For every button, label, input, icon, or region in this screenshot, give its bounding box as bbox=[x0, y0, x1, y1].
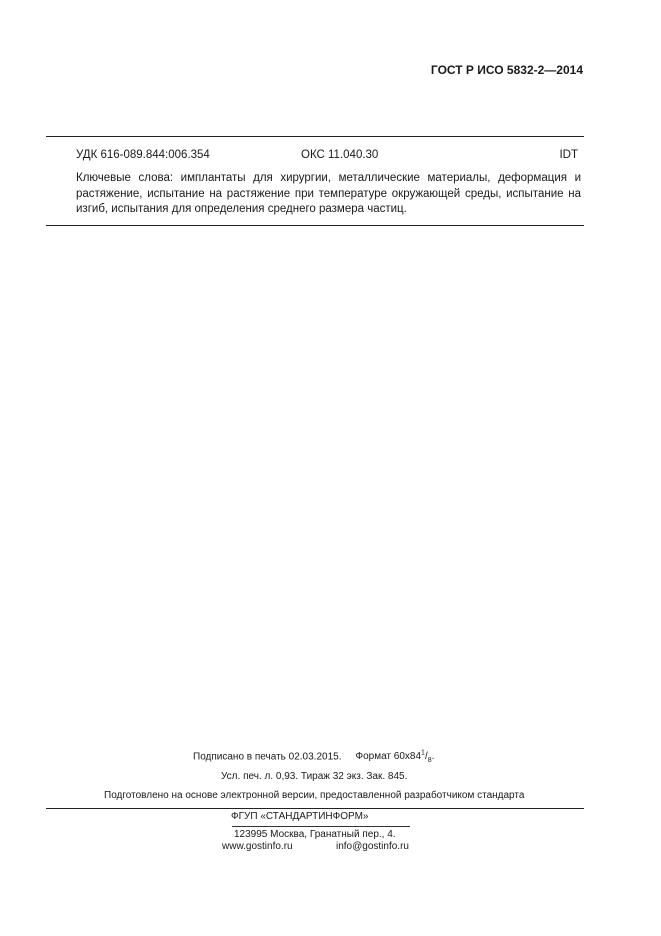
signed-date: Подписано в печать 02.03.2015. bbox=[193, 751, 342, 763]
oks-code: ОКС 11.040.30 bbox=[301, 149, 379, 161]
imprint-divider bbox=[46, 808, 584, 809]
publisher-address: 123995 Москва, Гранатный пер., 4. bbox=[234, 829, 396, 840]
degree-of-correspondence: IDT bbox=[559, 149, 578, 161]
paper-format: Формат $60х84^1/_8$. bbox=[355, 750, 435, 765]
classification-row bbox=[76, 149, 578, 161]
publisher-email: info@gostinfo.ru bbox=[336, 841, 409, 852]
print-run-line: Усл. печ. л. 0,93. Тираж 32 экз. Зак. 845. bbox=[221, 771, 408, 782]
publisher-name: ФГУП «СТАНДАРТИНФОРМ» bbox=[231, 811, 369, 822]
middle-divider bbox=[46, 225, 584, 226]
signed-line bbox=[193, 750, 434, 764]
publisher-website: www.gostinfo.ru bbox=[222, 841, 293, 852]
publisher-underline bbox=[232, 826, 410, 827]
udk-code: УДК 616-089.844:006.354 bbox=[76, 149, 210, 161]
keywords-block bbox=[76, 171, 581, 218]
keywords-text: Ключевые слова: имплантаты для хирургии, металлические материалы, деформация и растяжение, испытание на растяжение при температуре окружающей среды, испытание на изгиб, испытания для определения среднего размера частиц. bbox=[76, 172, 581, 215]
top-divider bbox=[46, 136, 584, 137]
prepared-note: Подготовлено на основе электронной версии, предоставленной разработчиком стандарта bbox=[104, 790, 525, 801]
standard-code: ГОСТ Р ИСО 5832-2—2014 bbox=[430, 63, 583, 77]
